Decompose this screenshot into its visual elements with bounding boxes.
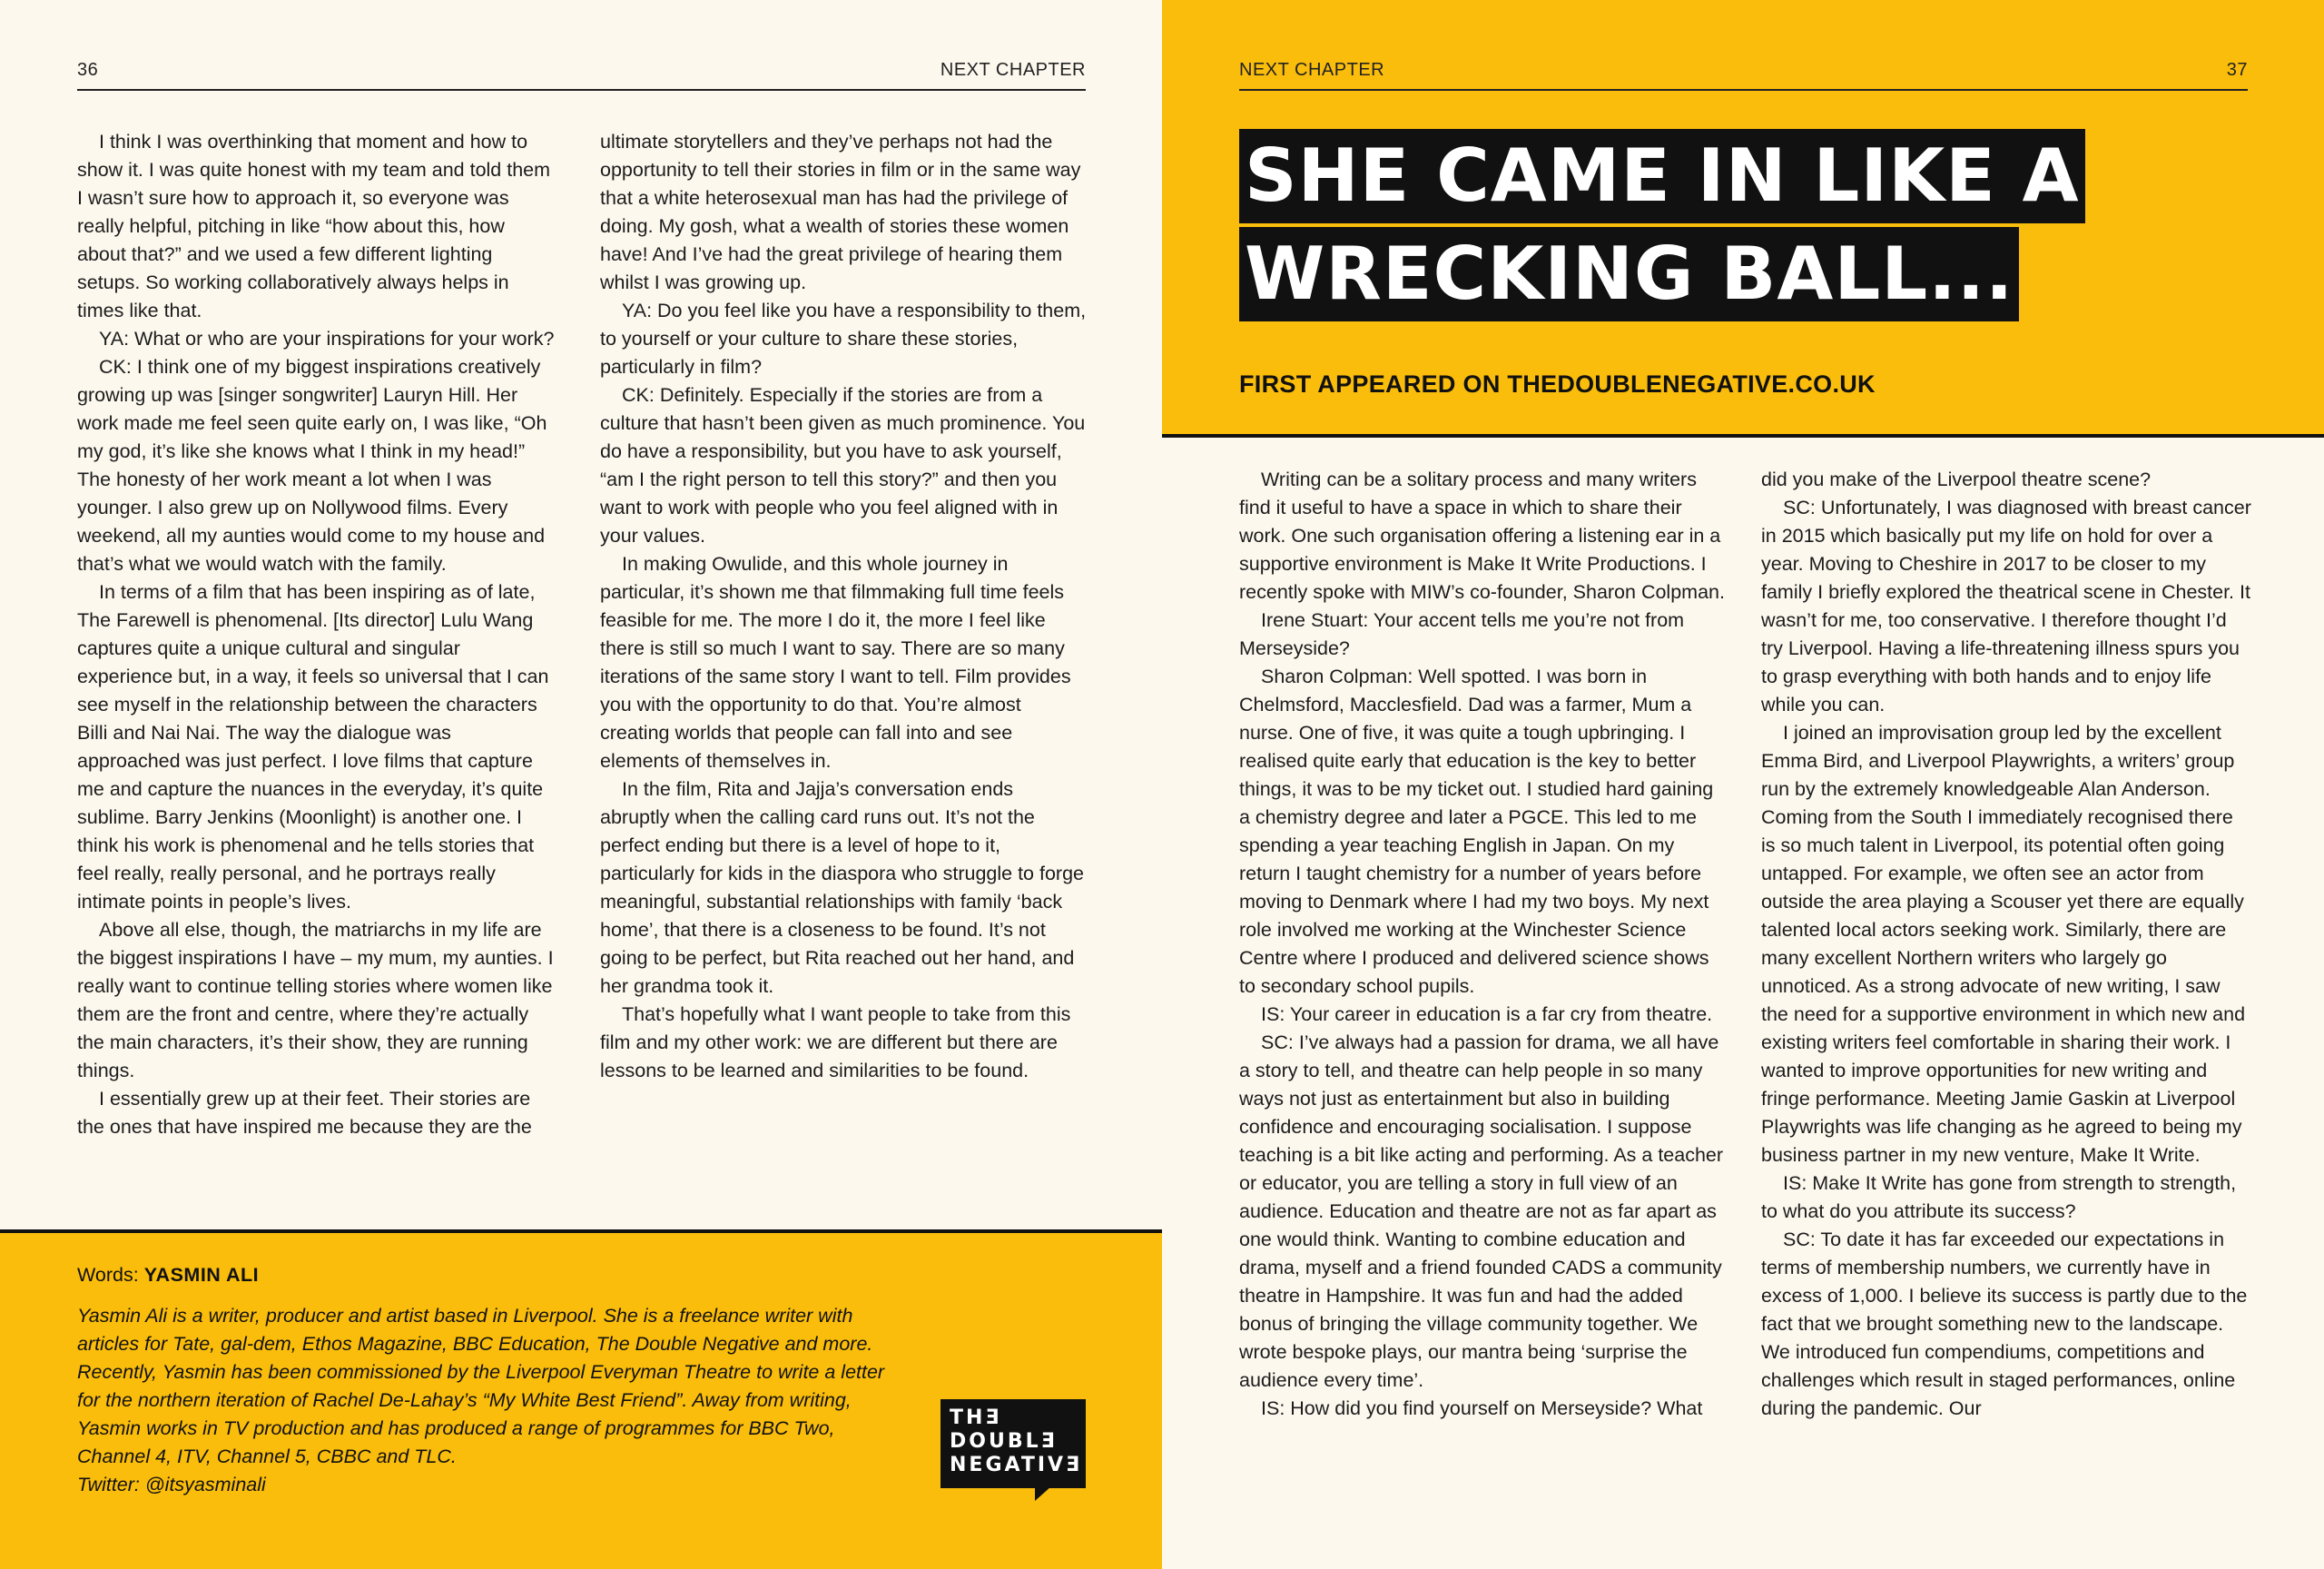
header-rule-left	[77, 89, 1086, 91]
logo-speech-tail	[1035, 1486, 1051, 1501]
right-column-2	[1761, 466, 2251, 1423]
byline-label: Words:	[77, 1264, 144, 1286]
author-name: YASMIN ALI	[143, 1264, 260, 1286]
paragraph: I essentially grew up at their feet. Their stories are the ones that have inspired me because they are the	[77, 1088, 532, 1138]
paragraph: IS: Make It Write has gone from strength to strength, to what do you attribute its success?	[1761, 1172, 2237, 1222]
paragraph: I think I was overthinking that moment and how to show it. I was quite honest with my team and told them I wasn’t sure how to approach it, so everyone was really helpful, pitching in like “how about this, how about that?” and we used a few different lighting setups. So working collaboratively always helps in times like that.	[77, 131, 551, 321]
logo-line: NEGATIVƎ	[950, 1454, 1083, 1476]
paragraph: CK: Definitely. Especially if the stories are from a culture that hasn’t been given as much prominence. You do have a responsibility, but you have to ask yourself, “am I the right person to tell this story?” and then you want to work with people who you feel aligned with in your values.	[600, 384, 1086, 547]
page-number-right: 37	[2226, 60, 2248, 80]
logo-line: DOUBLƎ	[950, 1430, 1058, 1453]
paragraph: That’s hopefully what I want people to take from this film and my other work: we are different but there are lessons to be learned and similarities to be found.	[600, 1003, 1071, 1081]
paragraph: I joined an improvisation group led by the excellent Emma Bird, and Liverpool Playwrights, a writers’ group run by the extremely knowledgeable Alan Anderson. Coming from the South I immediately recognised there is so much talent in Liverpool, its potential often going untapped. For example, we often see an actor from outside the area playing a Scouser yet there are equally talented local actors seeking work. Similarly, there are many excellent Northern writers who largely go unnoticed. As a strong advocate of new writing, I saw the need for a supportive environment in which new and existing writers feel comfortable in sharing their work. I wanted to improve opportunities for new writing and fringe performance. Meeting Jamie Gaskin at Liverpool Playwrights was life changing as he agreed to being my business partner in my new venture, Make It Write.	[1761, 722, 2246, 1166]
headline-line-1: SHE CAME IN LIKE A	[1239, 129, 2085, 223]
paragraph: SC: Unfortunately, I was diagnosed with breast cancer in 2015 which basically put my life on hold for over a year. Moving to Cheshire in 2017 to be closer to my family I briefly explored the theatrical scene in Chester. It wasn’t for me, too conservative. I therefore thought I’d try Liverpool. Having a life-threatening illness spurs you to grasp everything with both hands and to enjoy life while you can.	[1761, 497, 2251, 715]
double-negative-logo	[940, 1399, 1086, 1488]
byline	[77, 1264, 259, 1287]
paragraph: YA: What or who are your inspirations for your work?	[99, 328, 555, 350]
source-subhead: FIRST APPEARED ON THEDOUBLENEGATIVE.CO.UK	[1239, 370, 1876, 398]
headline-banner	[1162, 0, 2324, 438]
paragraph: Sharon Colpman: Well spotted. I was born in Chelmsford, Macclesfield. Dad was a farmer, Mum a nurse. One of five, it was quite a tough upbringing. I realised quite early that education is the key to better things, it was to be my ticket out. I studied hard gaining a chemistry degree and later a PGCE. This led to me spending a year teaching English in Japan. On my return I taught chemistry for a number of years before moving to Denmark where I had my two boys. My next role involved me working at the Winchester Science Centre where I produced and delivered science shows to secondary school pupils.	[1239, 666, 1714, 997]
paragraph: Above all else, though, the matriarchs in my life are the biggest inspirations I have – my mum, my aunties. I really want to continue telling stories where women like them are the front and centre, where they’re actually the main characters, it’s their show, they are running things.	[77, 919, 554, 1081]
left-column-1	[77, 128, 558, 1141]
paragraph: CK: I think one of my biggest inspirations creatively growing up was [singer songwriter] Lauryn Hill. Her work made me feel seen quite early on, I was like, “Oh my god, it’s like she knows what I think in my head!” The honesty of her work meant a lot when I was younger. I also grew up on Nollywood films. Every weekend, all my aunties would come to my house and that’s what we would watch with the family.	[77, 356, 547, 575]
paragraph: In making Owulide, and this whole journey in particular, it’s shown me that filmmaking full time feels feasible for me. The more I do it, the more I feel like there is still so much I want to say. There are so many iterations of the same story I want to tell. Film provides you with the opportunity to do that. You’re almost creating worlds that people can fall into and see elements of themselves in.	[600, 553, 1071, 772]
right-column-1	[1239, 466, 1726, 1423]
paragraph: In terms of a film that has been inspiring as of late, The Farewell is phenomenal. [Its director] Lulu Wang captures quite a unique cultural and singular experience but, in a way, it feels so universal that I can see myself in the relationship between the characters Billi and Nai Nai. The way the dialogue was approached was just perfect. I love films that capture me and capture the nuances in the everyday, it’s quite sublime. Barry Jenkins (Moonlight) is another one. I think his work is phenomenal and he tells stories that feel really, really personal, and he portrays really intimate points in people’s lives.	[77, 581, 549, 913]
bio-text: Yasmin Ali is a writer, producer and artist based in Liverpool. She is a freelance writer with articles for Tate, gal-dem, Ethos Magazine, BBC Education, The Double Negative and more. Recently, Yasmin has been commissioned by the Liverpool Everyman Theatre to write a letter for the northern iteration of Rachel De-Lahay’s “My White Best Friend”. Away from writing, Yasmin works in TV production and has produced a range of programmes for BBC Two, Channel 4, ITV, Channel 5, CBBC and TLC.	[77, 1305, 885, 1467]
page-number-left: 36	[77, 60, 99, 80]
header-rule-right	[1239, 89, 2248, 91]
paragraph: YA: Do you feel like you have a responsibility to them, to yourself or your culture to share these stories, particularly in film?	[600, 300, 1087, 378]
paragraph: Irene Stuart: Your accent tells me you’re not from Merseyside?	[1239, 609, 1685, 659]
paragraph: In the film, Rita and Jajja’s conversation ends abruptly when the calling card runs out. It’s not the perfect ending but there is a level of hope to it, particularly for kids in the diaspora who struggle to forge meaningful, substantial relationships with family ‘back home’, that there is a closeness to be found. It’s not going to be perfect, but Rita reached out her hand, and her grandma took it.	[600, 778, 1084, 997]
right-page	[1162, 0, 2324, 1569]
paragraph: IS: How did you find yourself on Merseyside? What	[1261, 1397, 1703, 1419]
twitter-handle[interactable]: Twitter: @itsyasminali	[77, 1474, 266, 1495]
author-bio	[77, 1302, 912, 1499]
running-head-left: NEXT CHAPTER	[940, 60, 1086, 80]
paragraph: SC: I’ve always had a passion for drama, we all have a story to tell, and theatre can help people in so many ways not just as entertainment but also in building confidence and encouraging socialisation. I suppose teaching is a bit like acting and performing. As a teacher or educator, you are telling a story in full view of an audience. Education and theatre are not as far apart as one would think. Wanting to combine education and drama, myself and a friend founded CADS a community theatre in Hampshire. It was fun and had the added bonus of bringing the village community together. We wrote bespoke plays, our mantra being ‘surprise the audience every time’.	[1239, 1031, 1724, 1391]
paragraph: Writing can be a solitary process and many writers find it useful to have a space in which to share their work. One such organisation offering a listening ear in a supportive environment is Make It Write Productions. I recently spoke with MIW’s co-founder, Sharon Colpman.	[1239, 469, 1725, 603]
paragraph: IS: Your career in education is a far cry from theatre.	[1261, 1003, 1713, 1025]
headline-line-2: WRECKING BALL...	[1239, 227, 2019, 321]
paragraph: SC: To date it has far exceeded our expectations in terms of membership numbers, we currently have in excess of 1,000. I believe its success is partly due to the fact that we brought something new to the landscape. We introduced fun compendiums, competitions and challenges which result in staged performances, online during the pandemic. Our	[1761, 1229, 2248, 1419]
left-column-2	[600, 128, 1087, 1085]
paragraph: ultimate storytellers and they’ve perhaps not had the opportunity to tell their stories in film or in the same way that a white heterosexual man has had the privilege of doing. My gosh, what a wealth of stories these women have! And I’ve had the great privilege of hearing them whilst I was growing up.	[600, 131, 1081, 293]
author-box	[0, 1229, 1162, 1569]
running-head-right: NEXT CHAPTER	[1239, 60, 1385, 80]
logo-line: THƎ	[950, 1406, 1002, 1429]
paragraph: did you make of the Liverpool theatre scene?	[1761, 469, 2152, 490]
